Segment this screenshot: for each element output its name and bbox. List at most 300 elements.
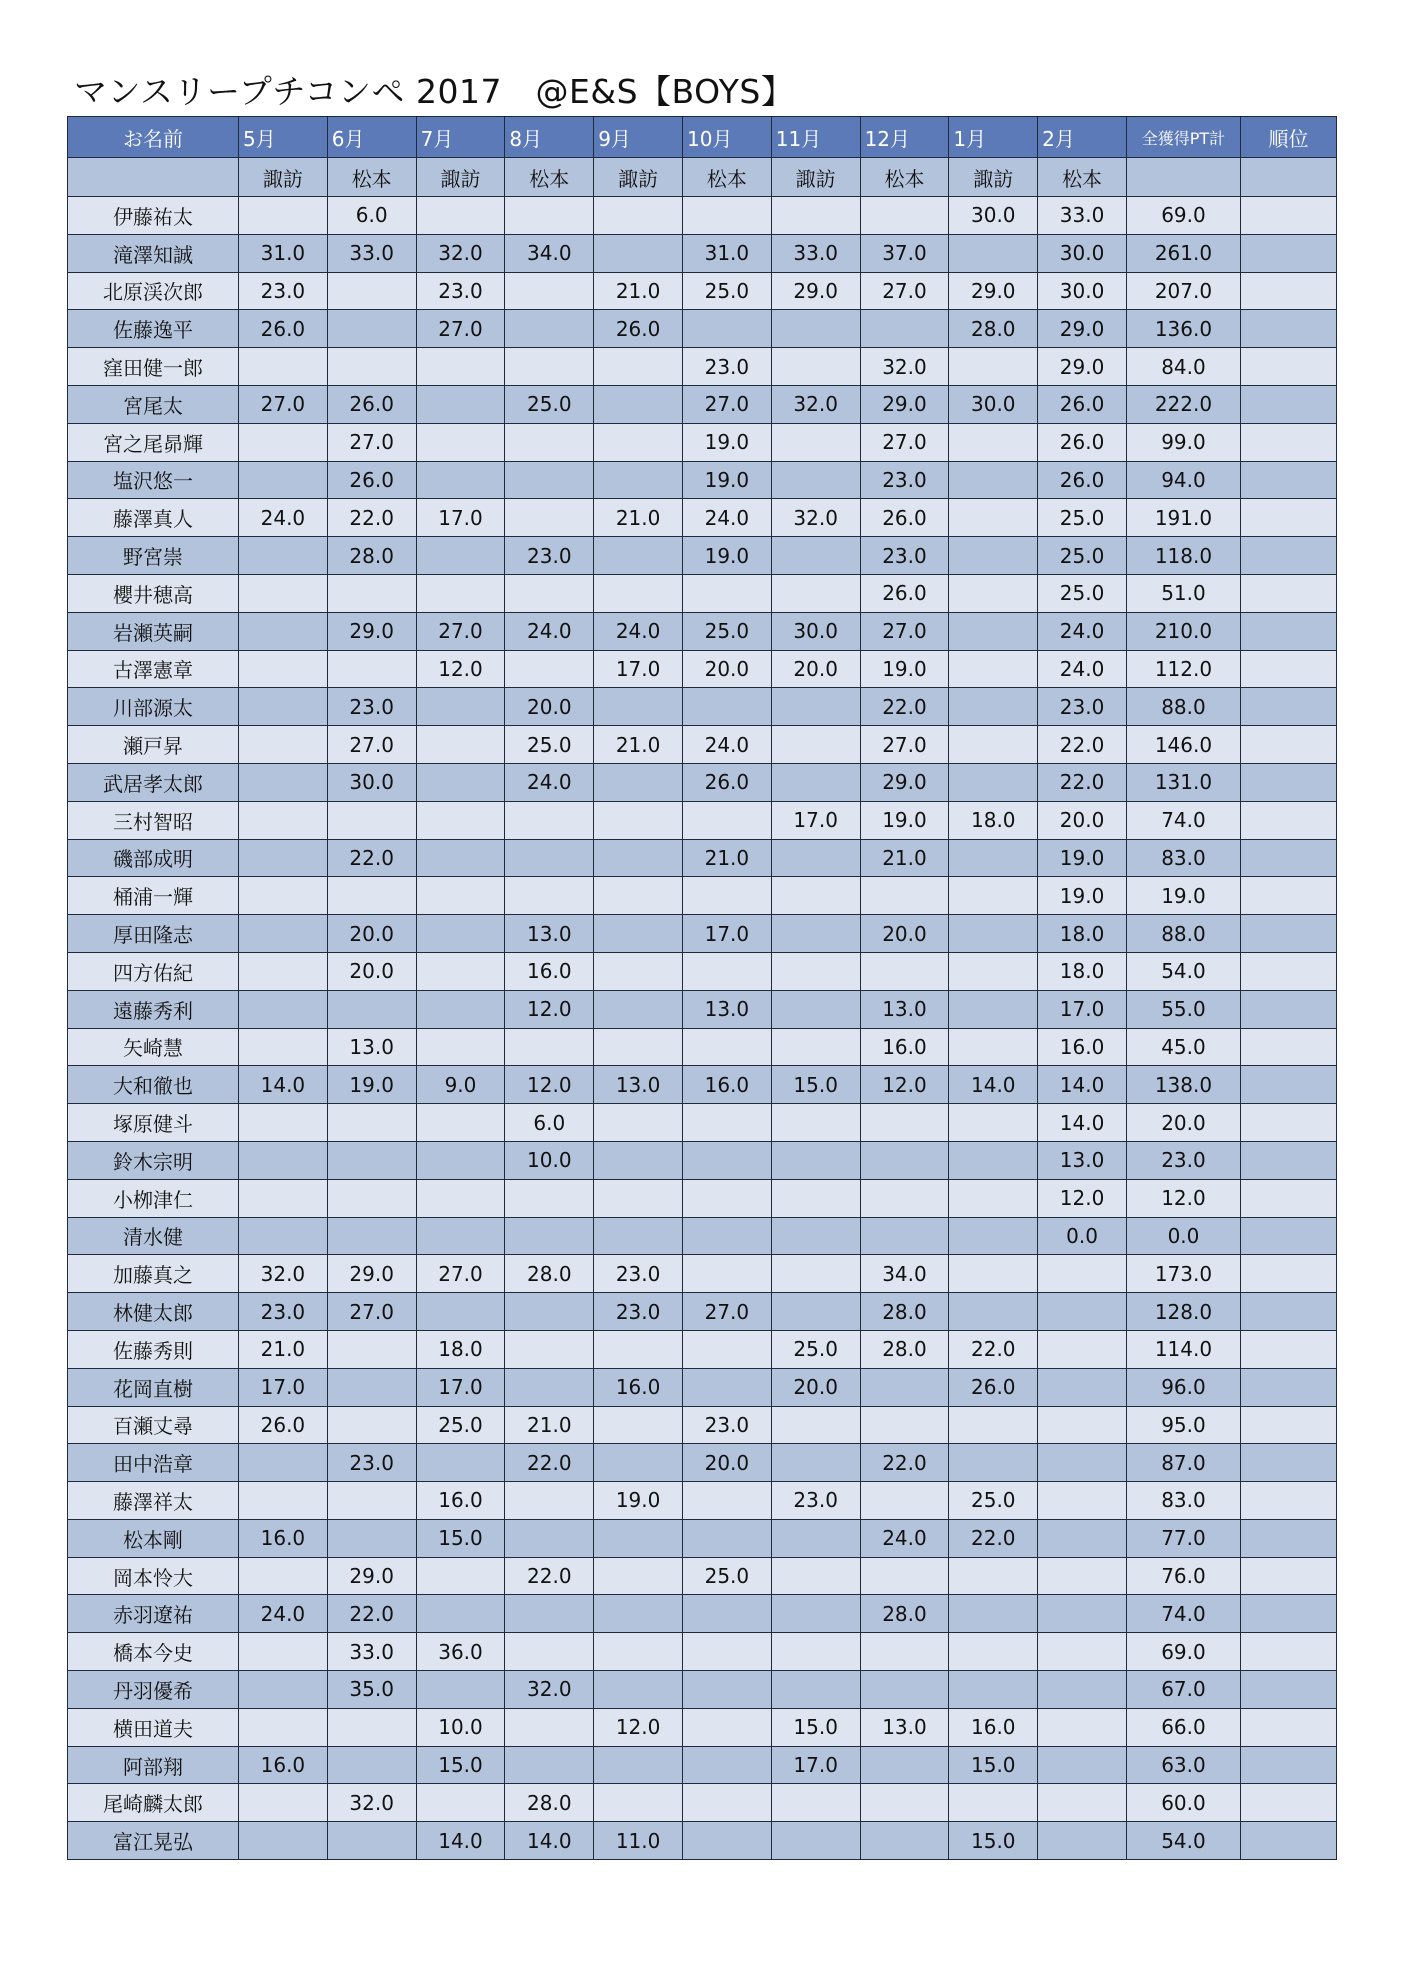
score-cell [949,499,1038,537]
score-cell [682,1519,771,1557]
score-cell: 14.0 [239,1066,328,1104]
score-cell [949,877,1038,915]
score-cell [682,1595,771,1633]
score-cell [239,1444,328,1482]
score-cell: 27.0 [860,726,949,764]
score-cell [594,423,683,461]
table-row [68,574,1337,612]
player-name-cell: 岡本怜大 [68,1557,239,1595]
score-cell: 27.0 [860,272,949,310]
score-cell [1038,1255,1127,1293]
rank-cell [1240,1406,1336,1444]
total-cell: 66.0 [1126,1708,1240,1746]
rank-cell [1240,990,1336,1028]
score-cell [949,1444,1038,1482]
score-cell: 15.0 [416,1519,505,1557]
score-cell: 21.0 [594,499,683,537]
rank-cell [1240,1330,1336,1368]
score-cell [1038,1595,1127,1633]
score-cell: 17.0 [771,1746,860,1784]
month-header: 9月 [594,117,683,158]
table-row [68,423,1337,461]
score-cell [594,1217,683,1255]
score-cell [949,990,1038,1028]
score-cell [860,1822,949,1860]
score-cell: 32.0 [327,1784,416,1822]
score-cell [239,877,328,915]
score-cell [416,726,505,764]
score-cell [505,461,594,499]
player-name-cell: 三村智昭 [68,801,239,839]
score-cell [682,1822,771,1860]
rank-cell [1240,1028,1336,1066]
score-cell [594,1406,683,1444]
score-cell [594,1028,683,1066]
score-cell: 36.0 [416,1633,505,1671]
score-cell [771,763,860,801]
score-cell [416,1557,505,1595]
score-cell [594,688,683,726]
table-row [68,650,1337,688]
score-cell: 17.0 [594,650,683,688]
score-cell [860,877,949,915]
score-cell: 6.0 [327,197,416,235]
player-name-cell: 伊藤祐太 [68,197,239,235]
score-cell [416,461,505,499]
total-cell: 19.0 [1126,877,1240,915]
score-cell [416,348,505,386]
score-cell: 25.0 [949,1482,1038,1520]
score-cell [860,1217,949,1255]
score-cell [949,650,1038,688]
score-cell [327,1519,416,1557]
score-cell [682,1330,771,1368]
score-cell [1038,1708,1127,1746]
score-cell: 6.0 [505,1104,594,1142]
month-header: 5月 [239,117,328,158]
table-row [68,348,1337,386]
score-cell [327,272,416,310]
score-cell [949,1633,1038,1671]
score-cell: 29.0 [860,763,949,801]
player-name-cell: 橋本今史 [68,1633,239,1671]
rank-column-header: 順位 [1240,117,1336,158]
player-name-cell: 藤澤祥太 [68,1482,239,1520]
score-cell [949,1255,1038,1293]
total-cell: 95.0 [1126,1406,1240,1444]
month-header: 6月 [327,117,416,158]
score-cell [771,1028,860,1066]
score-cell: 26.0 [1038,385,1127,423]
score-cell [505,310,594,348]
score-cell: 16.0 [1038,1028,1127,1066]
score-cell [949,839,1038,877]
score-cell: 13.0 [860,990,949,1028]
player-name-cell: 赤羽遼祐 [68,1595,239,1633]
score-cell: 17.0 [771,801,860,839]
score-cell: 19.0 [327,1066,416,1104]
score-cell: 25.0 [1038,574,1127,612]
table-row [68,1330,1337,1368]
score-cell: 26.0 [1038,461,1127,499]
score-cell: 23.0 [682,348,771,386]
score-cell [416,1784,505,1822]
score-cell [594,952,683,990]
month-header: 8月 [505,117,594,158]
table-row [68,1104,1337,1142]
rank-cell [1240,801,1336,839]
score-cell [860,1671,949,1709]
score-cell: 27.0 [860,423,949,461]
table-row [68,1671,1337,1709]
score-cell: 33.0 [327,234,416,272]
month-header: 2月 [1038,117,1127,158]
score-cell: 18.0 [1038,952,1127,990]
total-cell: 54.0 [1126,1822,1240,1860]
score-cell [1038,1822,1127,1860]
score-cell [860,1368,949,1406]
score-cell [505,1293,594,1331]
rank-cell [1240,197,1336,235]
score-cell: 25.0 [1038,499,1127,537]
score-cell [505,1633,594,1671]
score-cell: 14.0 [505,1822,594,1860]
table-row [68,1784,1337,1822]
venue-header-row [68,158,1337,197]
score-cell: 22.0 [505,1557,594,1595]
player-name-cell: 武居孝太郎 [68,763,239,801]
score-cell: 23.0 [594,1293,683,1331]
score-cell [239,726,328,764]
score-cell [594,1104,683,1142]
score-cell: 10.0 [505,1141,594,1179]
total-cell: 76.0 [1126,1557,1240,1595]
score-cell [505,1746,594,1784]
total-cell: 51.0 [1126,574,1240,612]
score-cell [682,1104,771,1142]
rank-cell [1240,952,1336,990]
score-cell [771,877,860,915]
score-cell: 28.0 [327,537,416,575]
score-cell [1038,1784,1127,1822]
score-cell [682,1746,771,1784]
score-cell: 25.0 [682,1557,771,1595]
venue-header-blank [68,158,239,197]
score-cell: 24.0 [505,612,594,650]
score-cell: 25.0 [1038,537,1127,575]
player-name-cell: 磯部成明 [68,839,239,877]
score-cell [949,952,1038,990]
player-name-cell: 富江晃弘 [68,1822,239,1860]
score-cell [594,197,683,235]
score-cell [682,1671,771,1709]
table-row [68,1746,1337,1784]
score-cell: 12.0 [860,1066,949,1104]
score-cell: 13.0 [682,990,771,1028]
score-cell: 21.0 [505,1406,594,1444]
score-cell: 16.0 [682,1066,771,1104]
table-row [68,1444,1337,1482]
score-cell [239,1671,328,1709]
score-cell [327,1104,416,1142]
total-cell: 54.0 [1126,952,1240,990]
score-cell [505,1028,594,1066]
venue-header: 諏訪 [594,158,683,197]
score-cell [327,1141,416,1179]
score-cell [771,310,860,348]
score-cell: 23.0 [416,272,505,310]
score-cell [771,1557,860,1595]
score-cell: 33.0 [771,234,860,272]
player-name-cell: 塩沢悠一 [68,461,239,499]
rank-cell [1240,1444,1336,1482]
total-cell: 96.0 [1126,1368,1240,1406]
total-cell: 146.0 [1126,726,1240,764]
score-cell: 30.0 [1038,234,1127,272]
score-cell: 22.0 [505,1444,594,1482]
score-cell [505,1482,594,1520]
score-cell [239,688,328,726]
table-row [68,1519,1337,1557]
total-cell: 12.0 [1126,1179,1240,1217]
score-cell: 19.0 [1038,877,1127,915]
score-cell [505,499,594,537]
score-cell: 19.0 [860,650,949,688]
score-cell [860,1104,949,1142]
score-cell [682,1708,771,1746]
table-row [68,726,1337,764]
score-cell: 19.0 [682,461,771,499]
rank-cell [1240,1633,1336,1671]
rank-cell [1240,915,1336,953]
score-cell: 29.0 [327,612,416,650]
score-cell: 26.0 [949,1368,1038,1406]
score-cell [949,574,1038,612]
score-cell: 16.0 [860,1028,949,1066]
score-cell: 33.0 [327,1633,416,1671]
table-row [68,234,1337,272]
score-cell: 15.0 [771,1708,860,1746]
rank-cell [1240,1255,1336,1293]
player-name-cell: 尾崎麟太郎 [68,1784,239,1822]
score-cell: 30.0 [327,763,416,801]
score-cell: 15.0 [949,1746,1038,1784]
score-cell: 14.0 [949,1066,1038,1104]
score-cell [771,1784,860,1822]
score-cell: 22.0 [327,839,416,877]
score-cell [949,1028,1038,1066]
rank-cell [1240,1368,1336,1406]
player-name-cell: 佐藤秀則 [68,1330,239,1368]
score-cell: 23.0 [327,1444,416,1482]
player-name-cell: 宮尾太 [68,385,239,423]
score-cell: 13.0 [327,1028,416,1066]
total-cell: 112.0 [1126,650,1240,688]
player-name-cell: 加藤真之 [68,1255,239,1293]
score-cell [327,801,416,839]
score-cell: 26.0 [860,574,949,612]
score-cell [594,385,683,423]
score-cell [239,197,328,235]
score-cell: 29.0 [771,272,860,310]
score-cell [327,310,416,348]
score-cell [771,1141,860,1179]
score-cell: 26.0 [327,385,416,423]
score-cell [416,1444,505,1482]
rank-cell [1240,234,1336,272]
score-cell: 27.0 [416,1255,505,1293]
total-cell: 74.0 [1126,1595,1240,1633]
table-row [68,801,1337,839]
table-row [68,1595,1337,1633]
score-cell [682,1028,771,1066]
venue-header: 諏訪 [771,158,860,197]
score-cell [594,839,683,877]
score-cell: 27.0 [327,1293,416,1331]
score-cell: 20.0 [682,1444,771,1482]
score-cell [239,763,328,801]
score-cell [416,574,505,612]
table-row [68,612,1337,650]
score-cell [771,726,860,764]
player-name-cell: 窪田健一郎 [68,348,239,386]
score-cell: 13.0 [505,915,594,953]
score-cell [239,461,328,499]
rank-cell [1240,688,1336,726]
score-cell [239,1557,328,1595]
score-cell [239,839,328,877]
score-cell [771,952,860,990]
score-cell [682,1368,771,1406]
table-row [68,1141,1337,1179]
score-cell [239,423,328,461]
score-cell [416,1141,505,1179]
rank-cell [1240,537,1336,575]
score-cell [594,1557,683,1595]
score-cell: 23.0 [505,537,594,575]
score-cell [860,1633,949,1671]
score-cell [1038,1406,1127,1444]
score-cell [505,877,594,915]
score-cell: 18.0 [416,1330,505,1368]
venue-header: 松本 [1038,158,1127,197]
score-cell [594,348,683,386]
score-cell [594,1330,683,1368]
score-cell: 16.0 [949,1708,1038,1746]
rank-cell [1240,763,1336,801]
score-cell [327,348,416,386]
score-cell: 17.0 [1038,990,1127,1028]
score-cell: 19.0 [1038,839,1127,877]
table-row [68,839,1337,877]
score-cell [416,1104,505,1142]
score-cell: 22.0 [327,499,416,537]
score-cell [327,1330,416,1368]
score-cell [771,1444,860,1482]
score-cell: 13.0 [1038,1141,1127,1179]
score-cell [860,1746,949,1784]
score-cell [416,1028,505,1066]
total-cell: 118.0 [1126,537,1240,575]
player-name-cell: 北原渓次郎 [68,272,239,310]
rank-cell [1240,423,1336,461]
score-cell: 28.0 [860,1293,949,1331]
score-cell: 37.0 [860,234,949,272]
score-cell [327,650,416,688]
score-cell: 30.0 [771,612,860,650]
table-body [68,197,1337,1860]
score-cell: 29.0 [1038,348,1127,386]
player-name-cell: 塚原健斗 [68,1104,239,1142]
score-cell: 14.0 [1038,1104,1127,1142]
score-cell [416,197,505,235]
venue-header-rank-blank [1240,158,1336,197]
table-row [68,1255,1337,1293]
score-cell: 16.0 [594,1368,683,1406]
score-cell [239,1822,328,1860]
score-cell: 24.0 [1038,650,1127,688]
score-cell: 21.0 [860,839,949,877]
score-cell: 20.0 [327,952,416,990]
month-header: 1月 [949,117,1038,158]
score-cell: 18.0 [1038,915,1127,953]
score-cell: 31.0 [682,234,771,272]
score-cell [239,1482,328,1520]
player-name-cell: 横田道夫 [68,1708,239,1746]
player-name-cell: 瀬戸昇 [68,726,239,764]
score-cell [416,763,505,801]
score-cell: 26.0 [1038,423,1127,461]
player-name-cell: 四方佑紀 [68,952,239,990]
score-cell: 35.0 [327,1671,416,1709]
score-cell: 29.0 [860,385,949,423]
score-cell: 23.0 [594,1255,683,1293]
player-name-cell: 松本剛 [68,1519,239,1557]
score-cell [771,1519,860,1557]
player-name-cell: 小栁津仁 [68,1179,239,1217]
table-row [68,1708,1337,1746]
total-cell: 138.0 [1126,1066,1240,1104]
rank-cell [1240,385,1336,423]
player-name-cell: 桶浦一輝 [68,877,239,915]
total-cell: 67.0 [1126,1671,1240,1709]
score-cell: 32.0 [771,499,860,537]
score-cell [949,1179,1038,1217]
score-cell [594,915,683,953]
score-cell [594,1444,683,1482]
venue-header: 松本 [505,158,594,197]
venue-header: 諏訪 [416,158,505,197]
score-cell [771,348,860,386]
score-cell [1038,1482,1127,1520]
score-cell: 22.0 [327,1595,416,1633]
score-cell [771,423,860,461]
player-name-cell: 川部源太 [68,688,239,726]
venue-header: 諏訪 [949,158,1038,197]
total-cell: 210.0 [1126,612,1240,650]
score-cell: 23.0 [771,1482,860,1520]
venue-header: 松本 [860,158,949,197]
score-cell: 12.0 [505,1066,594,1104]
score-cell [505,197,594,235]
table-row [68,1066,1337,1104]
score-cell: 16.0 [239,1519,328,1557]
score-cell [1038,1293,1127,1331]
score-cell [949,688,1038,726]
table-row [68,1822,1337,1860]
score-cell: 15.0 [416,1746,505,1784]
player-name-cell: 宮之尾昴輝 [68,423,239,461]
